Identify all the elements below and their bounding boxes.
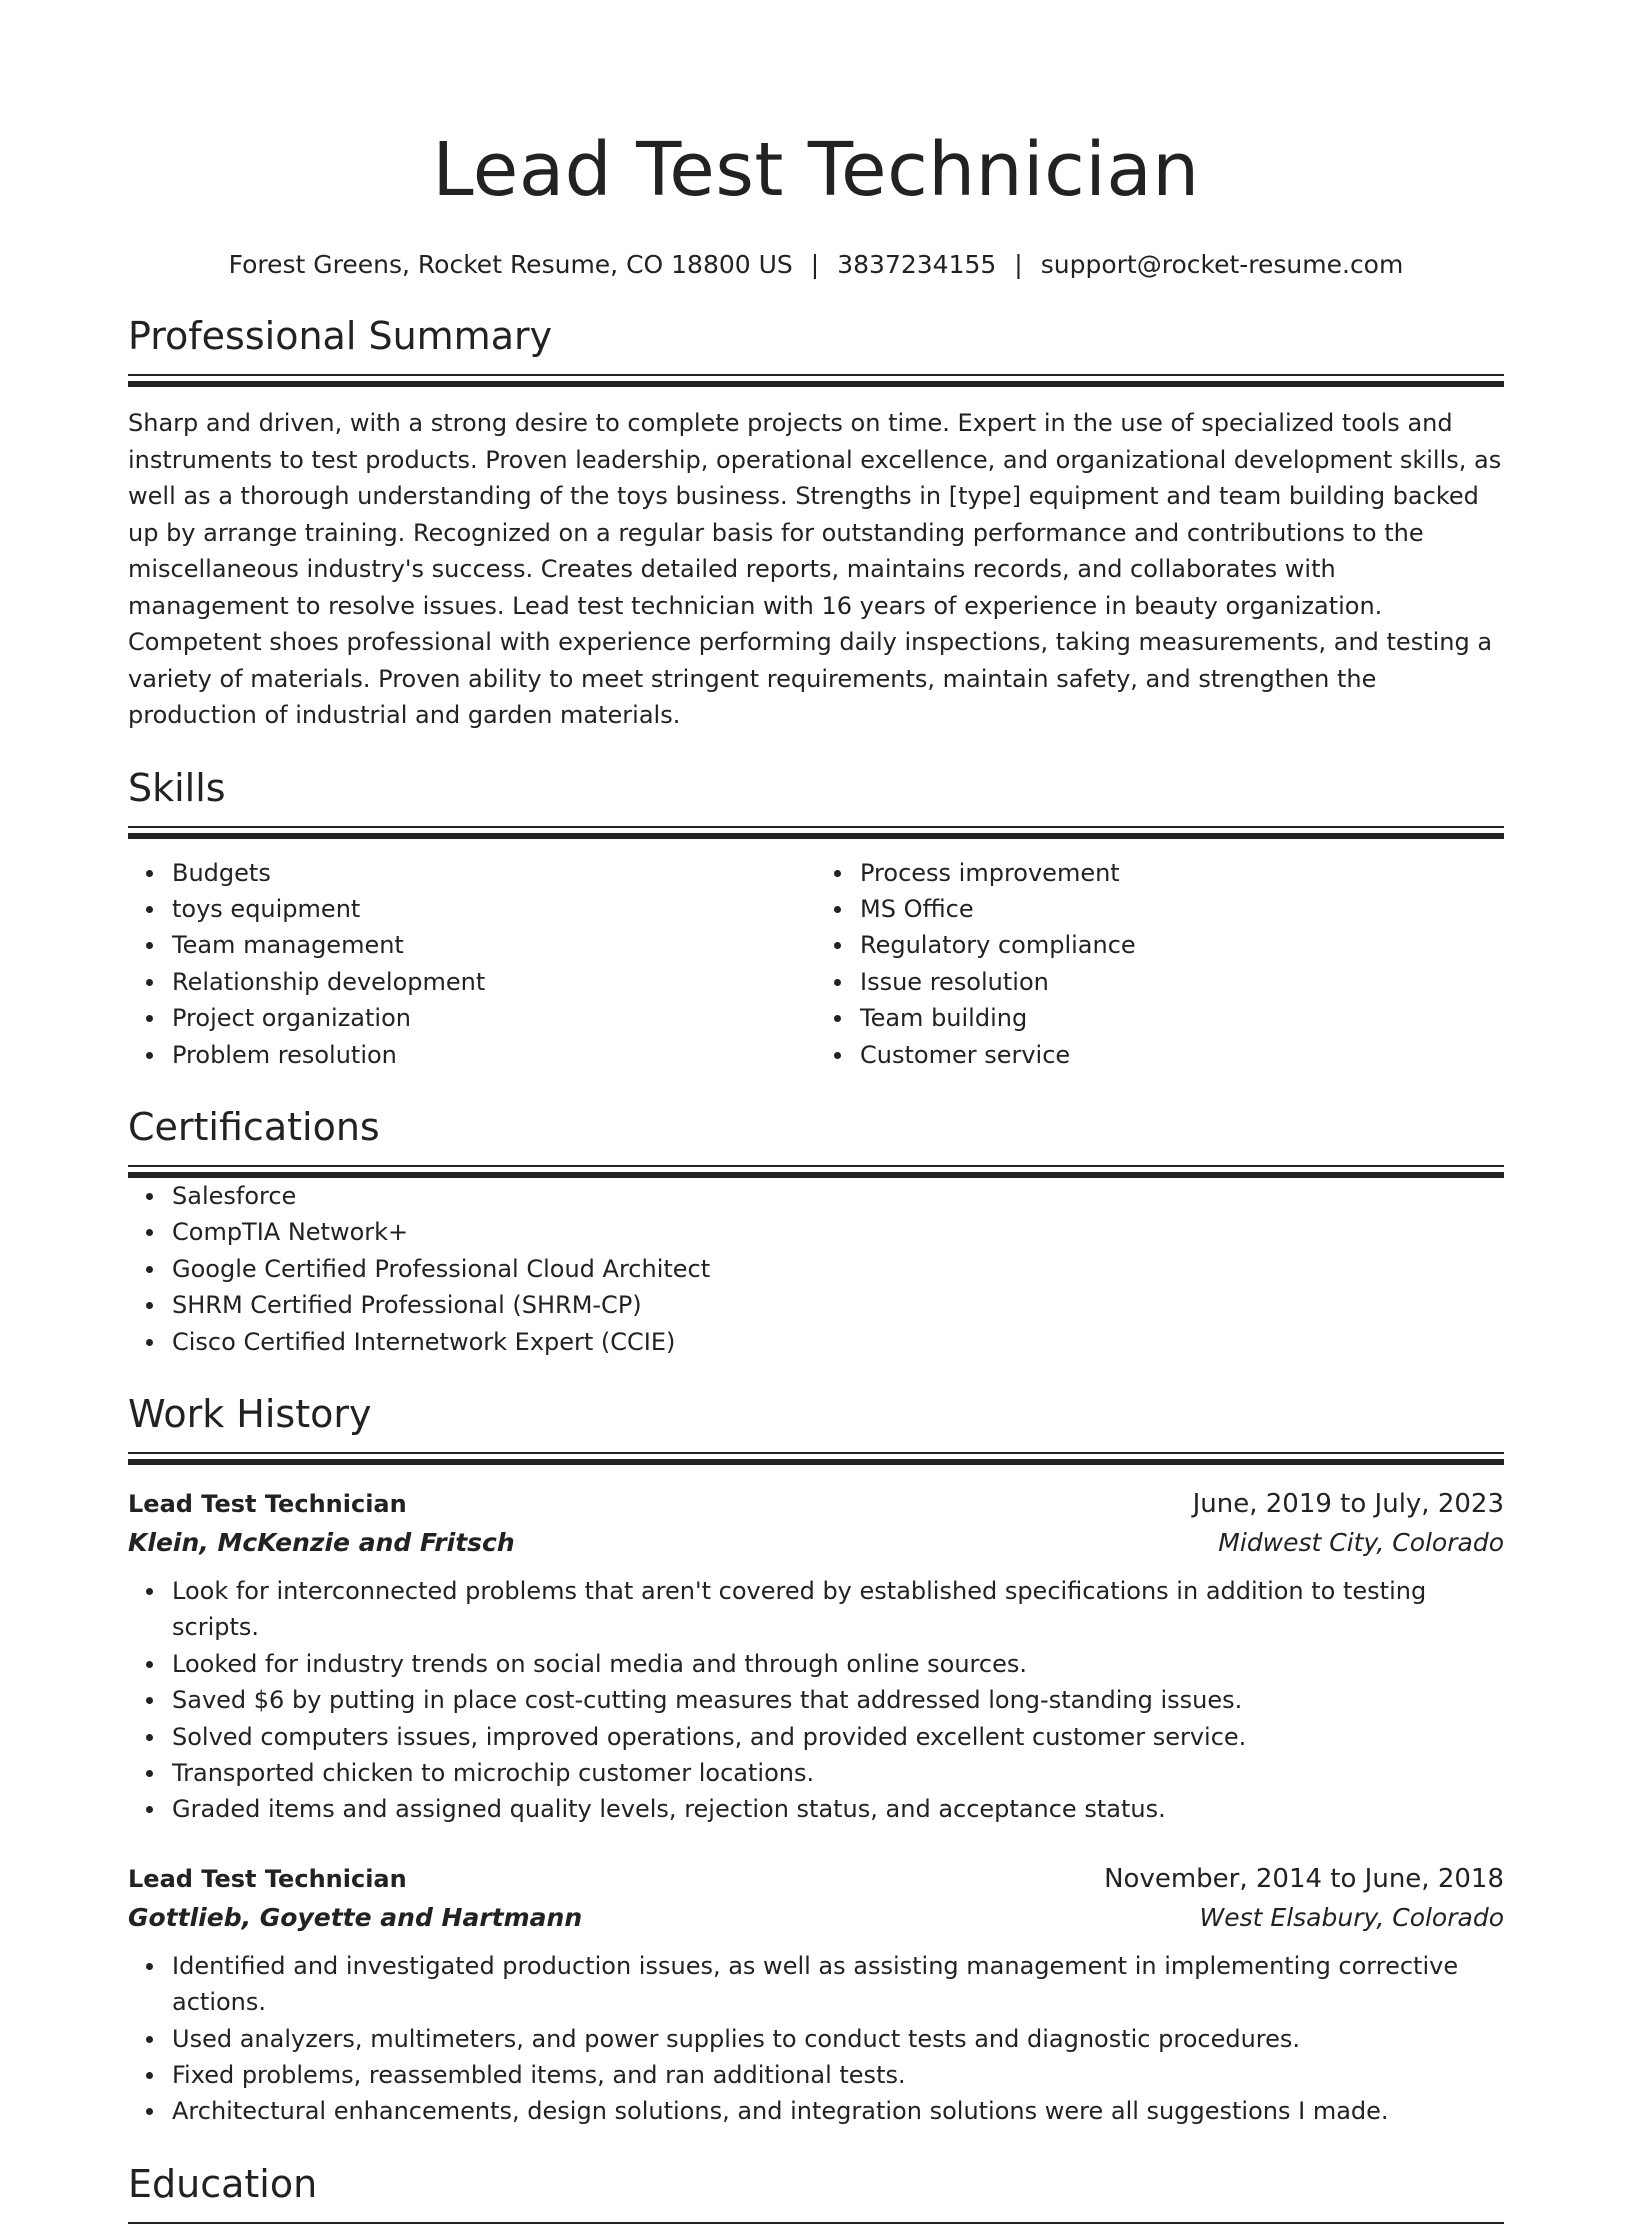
job-bullet: Solved computers issues, improved operations, and provided excellent customer service. xyxy=(172,1719,1504,1755)
certification-item: CompTIA Network+ xyxy=(172,1214,1504,1250)
work-history-section xyxy=(128,1390,1504,2130)
job-header-row xyxy=(128,1485,1504,1523)
job-bullets xyxy=(128,1573,1504,1828)
certification-item: Google Certified Professional Cloud Architect xyxy=(172,1251,1504,1287)
skills-section xyxy=(128,764,1504,1073)
certifications-section xyxy=(128,1103,1504,1360)
job-dates: November, 2014 to June, 2018 xyxy=(1104,1863,1504,1894)
skill-item: MS Office xyxy=(860,891,1504,927)
section-title-work-history: Work History xyxy=(128,1391,372,1436)
section-title-certifications: Certifications xyxy=(128,1104,380,1149)
job-bullet: Graded items and assigned quality levels, rejection status, and acceptance status. xyxy=(172,1791,1504,1827)
section-divider-thick xyxy=(128,833,1504,839)
section-divider-thin xyxy=(128,1452,1504,1454)
job-entry xyxy=(128,1860,1504,2130)
job-bullet: Fixed problems, reassembled items, and ran additional tests. xyxy=(172,2057,1504,2093)
contact-phone: 3837234155 xyxy=(837,250,997,279)
summary-section xyxy=(128,312,1504,734)
skill-item: Process improvement xyxy=(860,855,1504,891)
job-bullet: Look for interconnected problems that aren't covered by established specifications in addition to testing scripts. xyxy=(172,1573,1504,1646)
job-title: Lead Test Technician xyxy=(128,1489,407,1518)
contact-separator: | xyxy=(810,250,820,279)
skills-columns xyxy=(128,855,1504,1073)
job-entry xyxy=(128,1485,1504,1828)
skill-item: Team building xyxy=(860,1000,1504,1036)
job-title: Lead Test Technician xyxy=(128,1864,407,1893)
job-dates: June, 2019 to July, 2023 xyxy=(1192,1488,1504,1519)
job-company-row xyxy=(128,1523,1504,1563)
skill-item: Regulatory compliance xyxy=(860,927,1504,963)
certification-item: Cisco Certified Internetwork Expert (CCIE) xyxy=(172,1324,1504,1360)
job-bullet: Architectural enhancements, design solutions, and integration solutions were all suggestions I made. xyxy=(172,2093,1504,2129)
skill-item: Relationship development xyxy=(172,964,816,1000)
job-bullets xyxy=(128,1948,1504,2130)
contact-line xyxy=(128,248,1504,282)
job-header-row xyxy=(128,1860,1504,1898)
job-bullet: Identified and investigated production issues, as well as assisting management in implementing corrective actions. xyxy=(172,1948,1504,2021)
contact-email: support@rocket-resume.com xyxy=(1040,250,1404,279)
section-divider-thin xyxy=(128,826,1504,828)
summary-text: Sharp and driven, with a strong desire to complete projects on time. Expert in the use of specialized tools and instruments to test products. Proven leadership, operational excellence, and organizational development skills, as well as a thorough understanding of the toys business. Strengths in [type] equipment and team building backed up by arrange training. Recognized on a regular basis for outstanding performance and contributions to the miscellaneous industry's success. Creates detailed reports, maintains records, and collaborates with management to resolve issues. Lead test technician with 16 years of experience in beauty organization. Competent shoes professional with experience performing daily inspections, taking measurements, and testing a variety of materials. Proven ability to meet stringent requirements, maintain safety, and strengthen the production of industrial and garden materials. xyxy=(128,409,1502,729)
section-divider-thin xyxy=(128,1165,1504,1167)
job-company: Gottlieb, Goyette and Hartmann xyxy=(128,1902,583,1932)
contact-separator: | xyxy=(1014,250,1023,279)
job-bullet: Transported chicken to microchip customer locations. xyxy=(172,1755,1504,1791)
certification-item: SHRM Certified Professional (SHRM-CP) xyxy=(172,1287,1504,1323)
job-location: Midwest City, Colorado xyxy=(1218,1527,1504,1557)
job-bullet: Looked for industry trends on social media and through online sources. xyxy=(172,1646,1504,1682)
section-title-summary: Professional Summary xyxy=(128,314,553,358)
skill-item: toys equipment xyxy=(172,891,816,927)
candidate-name: Lead Test Technician xyxy=(432,127,1200,213)
section-divider-thick xyxy=(128,381,1504,387)
section-divider-thin xyxy=(128,374,1504,376)
section-divider-thick xyxy=(128,1459,1504,1465)
skills-list-left xyxy=(128,855,816,1073)
job-bullet: Saved $6 by putting in place cost-cutting measures that addressed long-standing issues. xyxy=(172,1682,1504,1718)
skill-item: Project organization xyxy=(172,1000,816,1036)
contact-address: Forest Greens, Rocket Resume, CO 18800 US xyxy=(228,250,793,279)
skill-item: Team management xyxy=(172,927,816,963)
job-bullet: Used analyzers, multimeters, and power supplies to conduct tests and diagnostic procedures. xyxy=(172,2021,1504,2057)
education-section xyxy=(128,2160,1504,2224)
skill-item: Customer service xyxy=(860,1037,1504,1073)
section-title-skills: Skills xyxy=(128,765,226,810)
certification-item: Salesforce xyxy=(172,1178,1504,1214)
skill-item: Problem resolution xyxy=(172,1037,816,1073)
certifications-list xyxy=(128,1178,1504,1360)
section-title-education: Education xyxy=(128,2161,318,2206)
skill-item: Issue resolution xyxy=(860,964,1504,1000)
skills-list-right xyxy=(816,855,1504,1073)
job-company-row xyxy=(128,1898,1504,1938)
skill-item: Budgets xyxy=(172,855,816,891)
job-company: Klein, McKenzie and Fritsch xyxy=(128,1527,515,1557)
job-location: West Elsabury, Colorado xyxy=(1199,1902,1504,1932)
